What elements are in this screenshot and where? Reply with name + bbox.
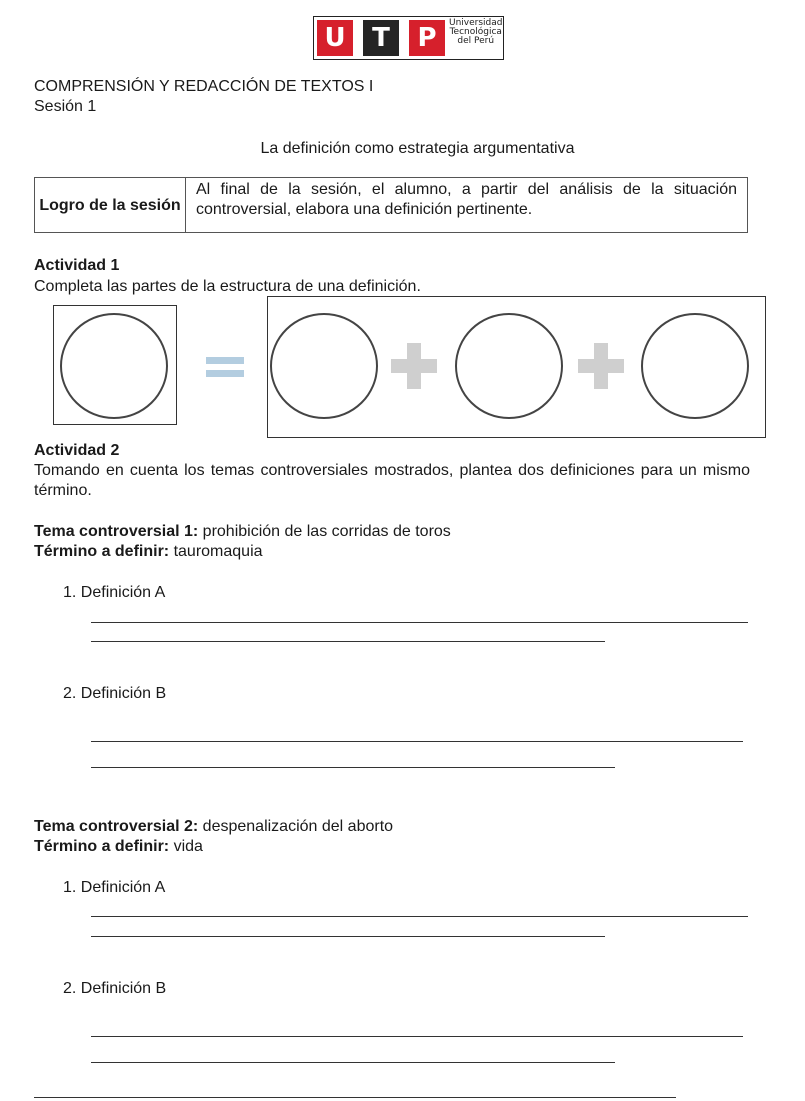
termino2-label: Término a definir: <box>34 838 170 855</box>
answer-line[interactable] <box>91 622 748 623</box>
actividad2-heading: Actividad 2 <box>34 442 120 459</box>
tema2-label: Tema controversial 2: <box>34 818 199 835</box>
actividad1-heading: Actividad 1 <box>34 257 120 274</box>
tema2-line <box>34 817 393 836</box>
tema1-line <box>34 522 451 541</box>
tema2-definicion-b: 2. Definición B <box>63 980 167 997</box>
tema1-value: prohibición de las corridas de toros <box>202 523 451 540</box>
part-circle-3 <box>641 313 749 419</box>
answer-line[interactable] <box>91 767 615 768</box>
answer-line[interactable] <box>91 936 605 937</box>
logro-text: Al final de la sesión, el alumno, a partir del análisis de la situación controversial, elabora una definición pertinente. <box>196 181 737 218</box>
tema2-definicion-a: 1. Definición A <box>63 879 166 896</box>
actividad2-instruction: Tomando en cuenta los temas controversiales mostrados, plantea dos definiciones para un mismo término. <box>34 462 750 499</box>
answer-line[interactable] <box>91 641 605 642</box>
tema1-label: Tema controversial 1: <box>34 523 199 540</box>
answer-line[interactable] <box>91 741 743 742</box>
page-title: La definición como estrategia argumentativa <box>260 140 575 157</box>
part-circle-1 <box>270 313 378 419</box>
part-circle-2 <box>455 313 563 419</box>
course-title: COMPRENSIÓN Y REDACCIÓN DE TEXTOS I <box>34 78 374 95</box>
termino2-line <box>34 837 203 856</box>
tema1-definicion-b: 2. Definición B <box>63 685 167 702</box>
termino2-value: vida <box>173 838 203 855</box>
logo-letter-t: T <box>363 20 399 56</box>
termino1-value: tauromaquia <box>173 543 263 560</box>
actividad1-instruction: Completa las partes de la estructura de una definición. <box>34 278 421 295</box>
answer-line[interactable] <box>91 1062 615 1063</box>
logro-label: Logro de la sesión <box>35 178 186 232</box>
termino1-label: Término a definir: <box>34 543 170 560</box>
tema1-definicion-a: 1. Definición A <box>63 584 166 601</box>
tema2-value: despenalización del aborto <box>202 818 394 835</box>
answer-line[interactable] <box>91 1036 743 1037</box>
logo-letter-p: P <box>409 20 445 56</box>
term-circle <box>60 313 168 419</box>
answer-line[interactable] <box>91 916 748 917</box>
logro-table <box>34 177 748 233</box>
utp-logo <box>313 16 504 60</box>
session-label: Sesión 1 <box>34 98 97 115</box>
termino1-line <box>34 542 263 561</box>
logo-university-name: Universidad Tecnológica del Perú <box>449 18 503 46</box>
logo-letter-u: U <box>317 20 353 56</box>
answer-line[interactable] <box>34 1097 676 1098</box>
